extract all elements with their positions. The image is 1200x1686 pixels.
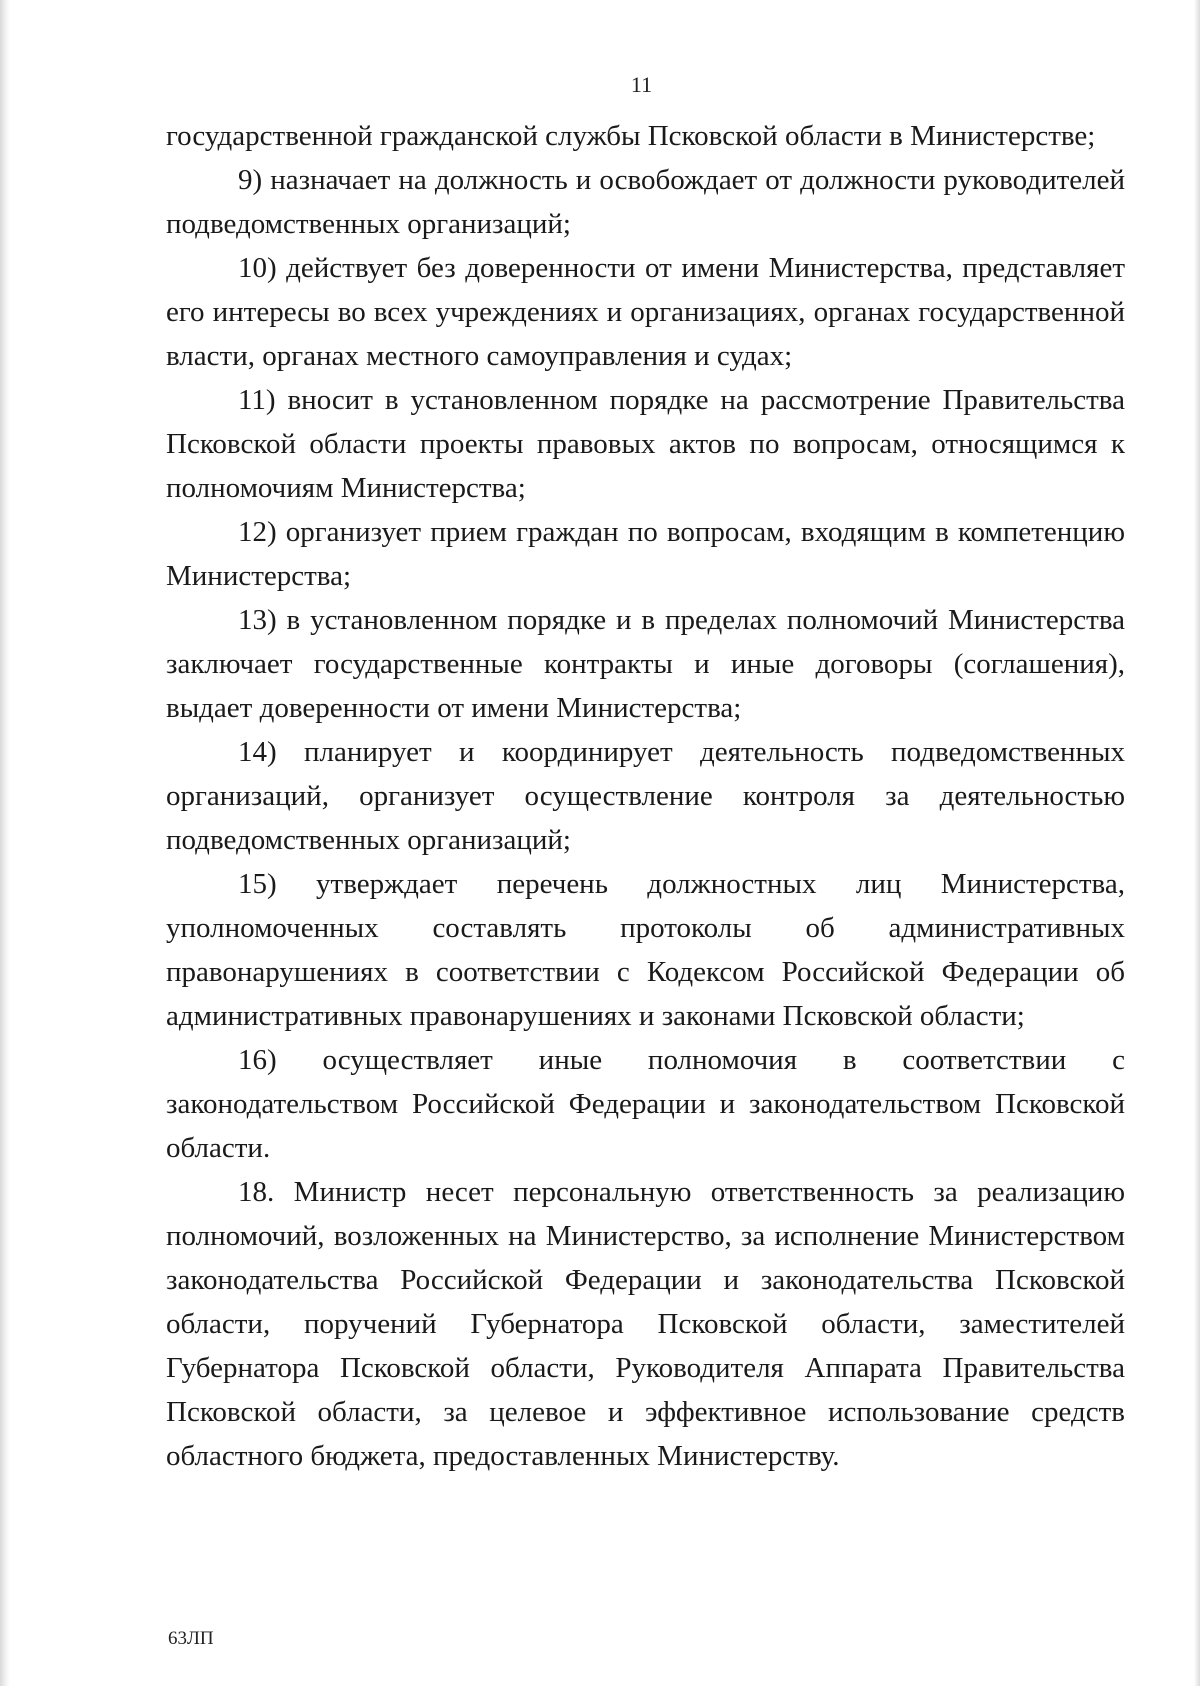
paragraph-item-13: 13) в установленном порядке и в пределах полномочий Министерства заключает государственные контракты и иные договоры (соглашения), выдает доверенности от имени Министерства; bbox=[166, 604, 1125, 724]
paragraph-item-10: 10) действует без доверенности от имени Министерства, представляет его интересы во всех учреждениях и организациях, органах государственной власти, органах местного самоуправления и судах; bbox=[166, 252, 1125, 372]
paragraph-item-14: 14) планирует и координирует деятельность подведомственных организаций, организует осуществление контроля за деятельностью подведомственных организаций; bbox=[166, 736, 1125, 856]
paragraph-continuation: государственной гражданской службы Псковской области в Министерстве; bbox=[166, 120, 1096, 152]
paragraph-item-11: 11) вносит в установленном порядке на рассмотрение Правительства Псковской области проекты правовых актов по вопросам, относящимся к полномочиям Министерства; bbox=[166, 384, 1125, 504]
paragraph-item-15: 15) утверждает перечень должностных лиц Министерства, уполномоченных составлять протоколы об административных правонарушениях в соответствии с Кодексом Российской Федерации об административных правонарушениях и законами Псковской области; bbox=[166, 868, 1125, 1032]
scan-edge-left bbox=[0, 0, 10, 1686]
page-number: 11 bbox=[630, 72, 653, 97]
paragraph-item-12: 12) организует прием граждан по вопросам, входящим в компетенцию Министерства; bbox=[166, 516, 1125, 592]
paragraph-item-9: 9) назначает на должность и освобождает от должности руководителей подведомственных организаций; bbox=[166, 164, 1125, 240]
paragraph-section-18: 18. Министр несет персональную ответственность за реализацию полномочий, возложенных на Министерство, за исполнение Министерством законодательства Российской Федерации и законодательства Псковской области, поручений Губернатора Псковской области, заместителей Губернатора Псковской области, Руководителя Аппарата Правительства Псковской области, за целевое и эффективное использование средств областного бюджета, предоставленных Министерству. bbox=[166, 1176, 1125, 1472]
footer-document-code: 63ЛП bbox=[168, 1628, 214, 1649]
scan-edge-right bbox=[1194, 0, 1200, 1686]
document-body bbox=[166, 114, 1125, 1478]
paragraph-item-16: 16) осуществляет иные полномочия в соответствии с законодательством Российской Федерации и законодательством Псковской области. bbox=[166, 1044, 1125, 1164]
